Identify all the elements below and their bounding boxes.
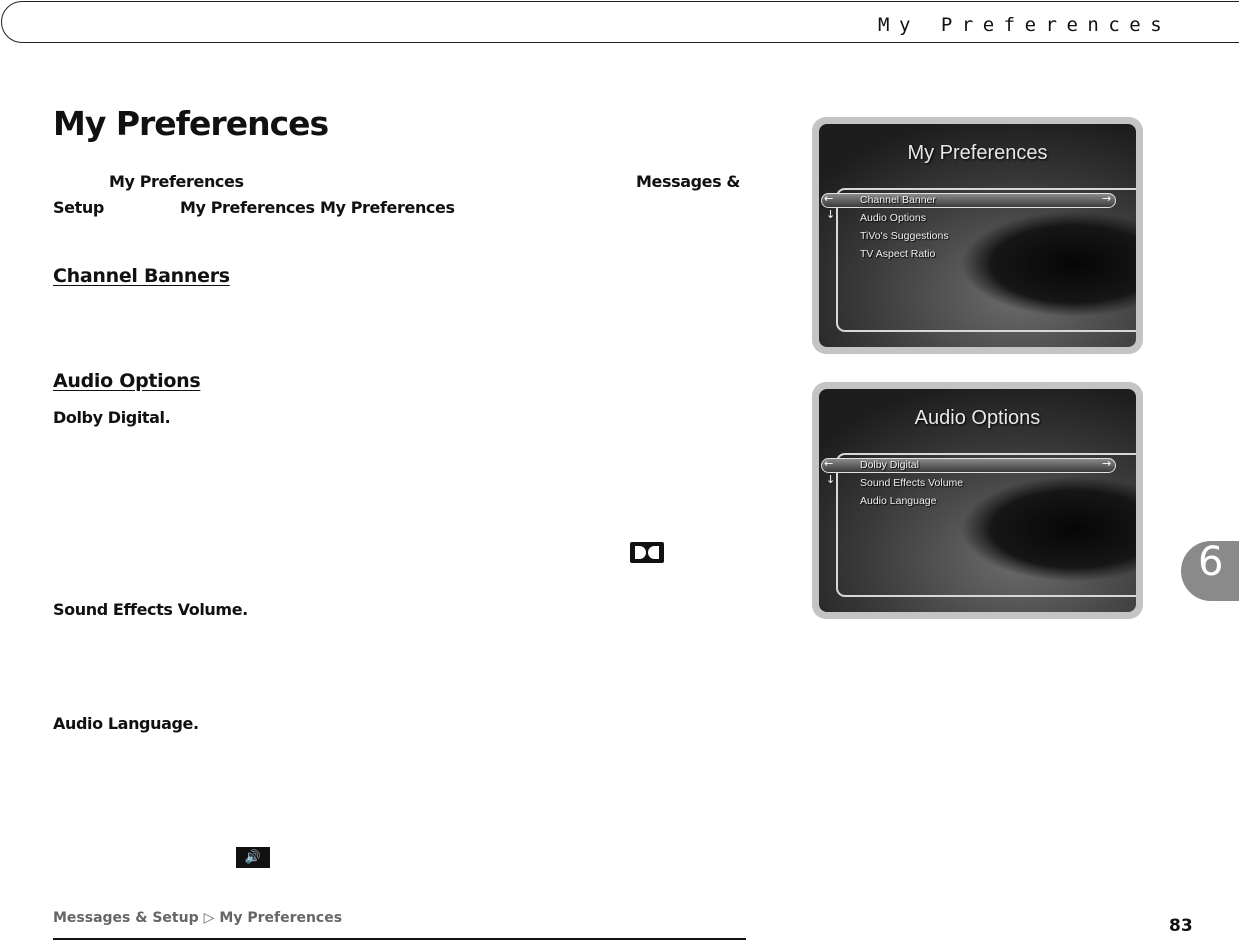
chapter-number: 6 — [1198, 539, 1224, 585]
menu-item-audio-options: Audio Options — [860, 212, 926, 224]
running-title: My Preferences — [878, 14, 1172, 36]
sound-effects-volume-label: Sound Effects Volume. — [53, 600, 248, 619]
arrow-left-icon: ← — [824, 192, 834, 205]
intro-bold-my-preferences-2: My Preferences — [180, 198, 315, 217]
arrow-right-icon: → — [1102, 457, 1112, 470]
menu-item-dolby-digital: Dolby Digital — [860, 459, 919, 471]
page-title: My Preferences — [53, 104, 329, 143]
section-channel-banners: Channel Banners — [53, 265, 230, 287]
breadcrumb-arrow-icon: ▷ — [203, 910, 215, 926]
screenshot-audio-options — [812, 382, 1143, 619]
menu-item-tivo-suggestions: TiVo's Suggestions — [860, 230, 949, 242]
menu-item-sound-effects-volume: Sound Effects Volume — [860, 477, 964, 489]
arrow-left-icon: ← — [824, 457, 834, 470]
footer-rule — [53, 938, 746, 940]
audio-language-label: Audio Language. — [53, 714, 199, 733]
intro-bold-messages: Messages & — [636, 172, 740, 191]
screen-title: My Preferences — [907, 142, 1048, 164]
menu-item-audio-language: Audio Language — [860, 495, 937, 507]
page-number: 83 — [1169, 916, 1193, 936]
intro-bold-my-preferences-3: My Preferences — [320, 198, 455, 217]
screenshot-my-preferences — [812, 117, 1143, 354]
arrow-down-icon: ↓ — [826, 473, 836, 486]
dolby-digital-logo-icon — [630, 542, 664, 563]
dolby-digital-label: Dolby Digital. — [53, 408, 171, 427]
breadcrumb — [53, 910, 342, 926]
arrow-down-icon: ↓ — [826, 208, 836, 221]
arrow-right-icon: → — [1102, 192, 1112, 205]
intro-bold-my-preferences: My Preferences — [109, 172, 244, 191]
menu-panel — [836, 453, 1136, 597]
breadcrumb-start: Messages & Setup — [53, 910, 199, 926]
menu-item-channel-banner: Channel Banner — [860, 194, 936, 206]
speaker-volume-icon: 🔊 — [236, 847, 270, 868]
menu-item-tv-aspect-ratio: TV Aspect Ratio — [860, 248, 936, 260]
intro-bold-setup: Setup — [53, 198, 104, 217]
screen-title: Audio Options — [914, 407, 1041, 429]
section-audio-options: Audio Options — [53, 370, 201, 392]
menu-panel — [836, 188, 1136, 332]
breadcrumb-end: My Preferences — [219, 910, 343, 926]
